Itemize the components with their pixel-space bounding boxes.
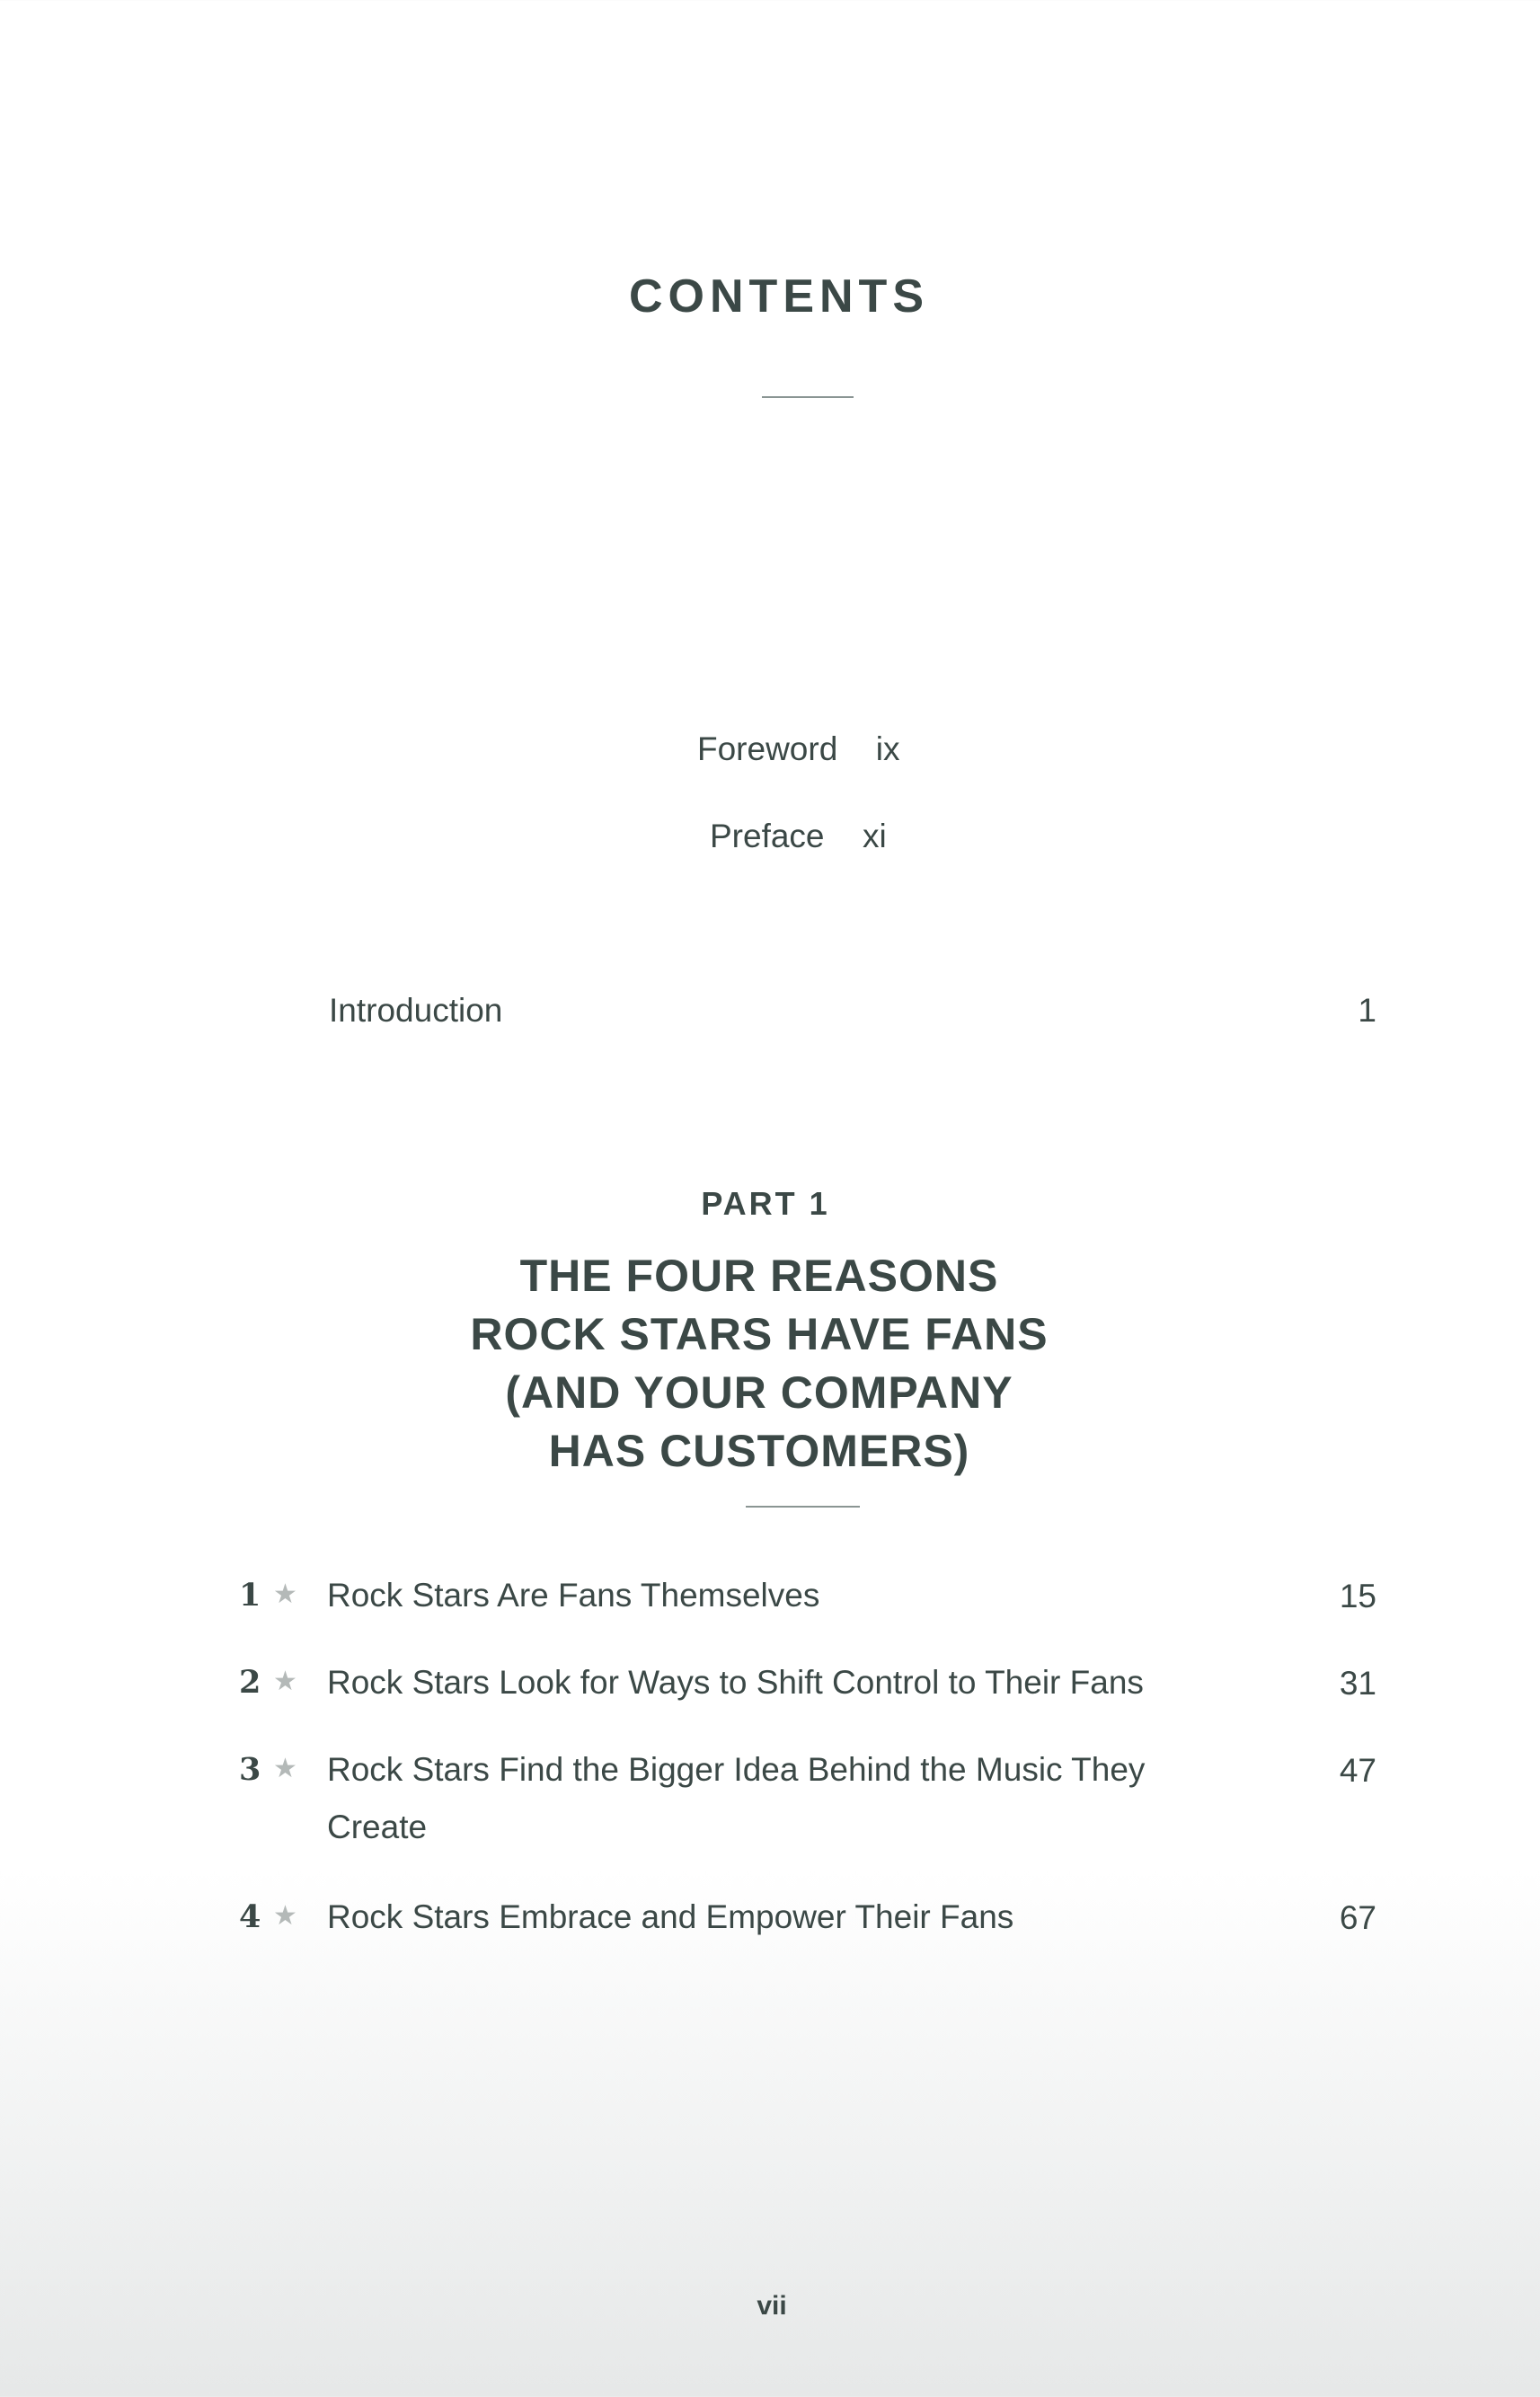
entry-label: Foreword — [697, 730, 838, 767]
page-title: CONTENTS — [629, 270, 929, 323]
chapter-number: 4 — [239, 1898, 261, 1935]
divider — [746, 1506, 860, 1508]
entry-page: 1 — [1358, 992, 1376, 1029]
star-icon: ★ — [273, 1667, 297, 1696]
chapter-title: Rock Stars Embrace and Empower Their Fans — [327, 1898, 1014, 1935]
star-icon: ★ — [273, 1579, 297, 1609]
chapter-title: Rock Stars Look for Ways to Shift Control to Their Fans — [327, 1664, 1144, 1701]
part-title: THE FOUR REASONS ROCK STARS HAVE FANS (AND YOUR COMPANY HAS CUSTOMERS) — [470, 1251, 1049, 1476]
chapter-number: 2 — [239, 1664, 261, 1701]
chapter-number: 3 — [239, 1751, 261, 1788]
entry-label: Preface — [710, 818, 825, 854]
entry-page: 47 — [1339, 1752, 1376, 1789]
entry-page: 67 — [1339, 1899, 1376, 1936]
chapter-title: Rock Stars Are Fans Themselves — [327, 1577, 820, 1614]
entry-page: xi — [862, 818, 887, 854]
toc-entry-foreword[interactable] — [697, 732, 899, 765]
divider — [762, 396, 854, 398]
toc-entry-introduction[interactable]: Introduction — [329, 992, 503, 1029]
chapter-number: 1 — [239, 1577, 261, 1614]
star-icon: ★ — [273, 1901, 297, 1931]
entry-page: 15 — [1339, 1578, 1376, 1614]
entry-page: 31 — [1339, 1665, 1376, 1702]
part-label: PART 1 — [701, 1185, 830, 1222]
toc-entry-preface[interactable] — [710, 819, 887, 853]
chapter-title: Rock Stars Find the Bigger Idea Behind the Music They Create — [327, 1751, 1146, 1845]
page-number: vii — [757, 2291, 787, 2321]
star-icon: ★ — [273, 1754, 297, 1783]
entry-page: ix — [875, 730, 900, 767]
